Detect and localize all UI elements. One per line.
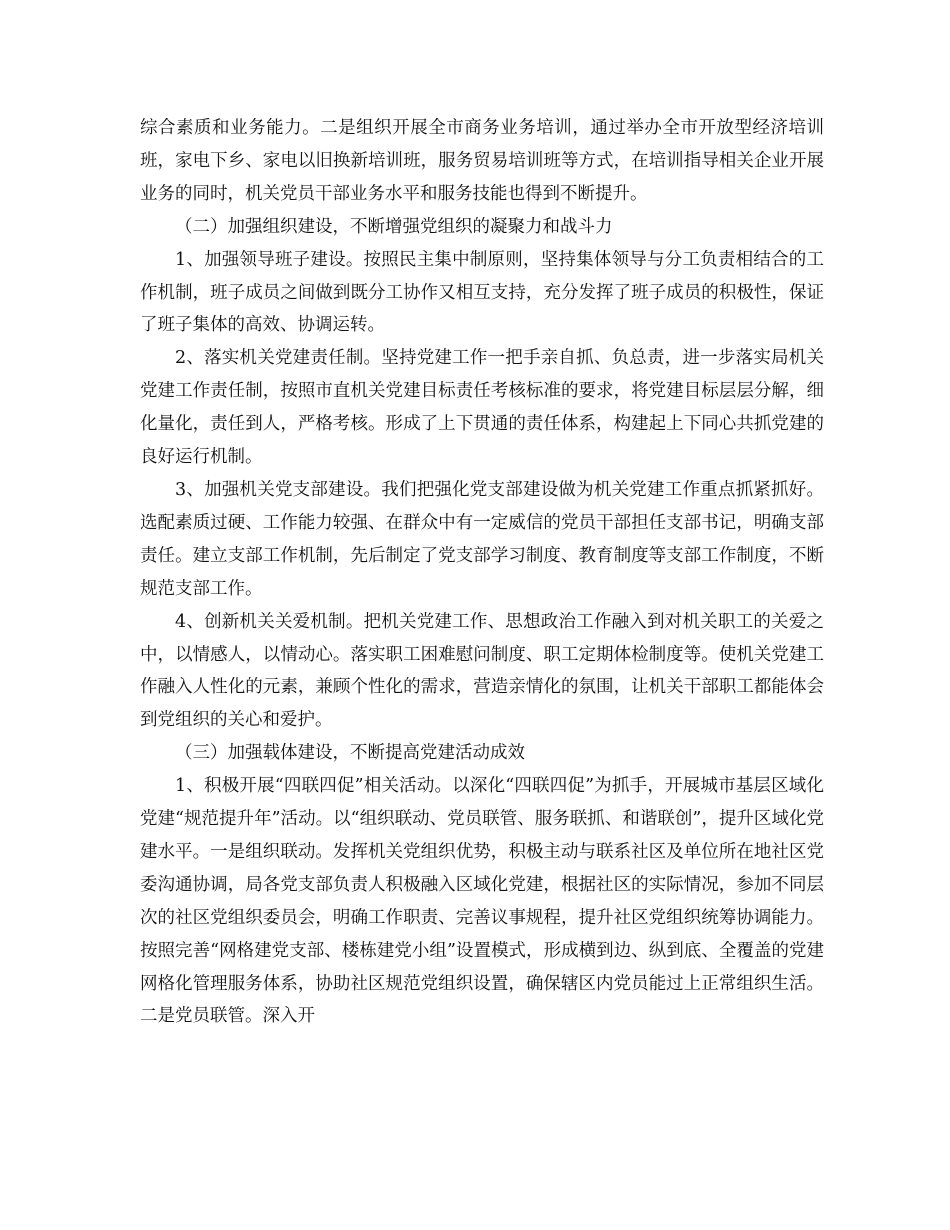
- section-heading: （三）加强载体建设，不断提高党建活动成效: [175, 743, 525, 764]
- document-page: [140, 112, 824, 1033]
- body-paragraph: 综合素质和业务能力。二是组织开展全市商务业务培训，通过举办全市开放型经济培训班，家电下乡、家电以旧换新培训班，服务贸易培训班等方式，在培训指导相关企业开展业务的同时，机关党员干部业务水平和服务技能也得到不断提升。: [140, 118, 824, 204]
- body-paragraph: 1、积极开展“四联四促”相关活动。以深化“四联四促”为抓手，开展城市基层区域化党建“规范提升年”活动。以“组织联动、党员联管、服务联抓、和谐联创”，提升区域化党建水平。一是组织联动。发挥机关党组织优势，积极主动与联系社区及单位所在地社区党委沟通协调，局各党支部负责人积极融入区域化党建，根据社区的实际情况，参加不同层次的社区党组织委员会，明确工作职责、完善议事规程，提升社区党组织统筹协调能力。按照完善“网格建党支部、楼栋建党小组”设置模式，形成横到边、纵到底、全覆盖的党建网格化管理服务体系，协助社区规范党组织设置，确保辖区内党员能过上正常组织生活。二是党员联管。深入开: [140, 776, 824, 1027]
- body-paragraph: 4、创新机关关爱机制。把机关党建工作、思想政治工作融入到对机关职工的关爱之中，以情感人，以情动心。落实职工困难慰问制度、职工定期体检制度等。使机关党建工作融入人性化的元素，兼顾个性化的需求，营造亲情化的氛围，让机关干部职工都能体会到党组织的关心和爱护。: [140, 611, 824, 731]
- body-paragraph: 2、落实机关党建责任制。坚持党建工作一把手亲自抓、负总责，进一步落实局机关党建工作责任制，按照市直机关党建目标责任考核标准的要求，将党建目标层层分解，细化量化，责任到人，严格考核。形成了上下贯通的责任体系，构建起上下同心共抓党建的良好运行机制。: [140, 348, 824, 468]
- section-heading: （二）加强组织建设，不断增强党组织的凝聚力和战斗力: [175, 216, 613, 237]
- body-paragraph: 1、加强领导班子建设。按照民主集中制原则，坚持集体领导与分工负责相结合的工作机制，班子成员之间做到既分工协作又相互支持，充分发挥了班子成员的积极性，保证了班子集体的高效、协调运转。: [140, 249, 824, 336]
- body-paragraph: 3、加强机关党支部建设。我们把强化党支部建设做为机关党建工作重点抓紧抓好。选配素质过硬、工作能力较强、在群众中有一定威信的党员干部担任支部书记，明确支部责任。建立支部工作机制，先后制定了党支部学习制度、教育制度等支部工作制度，不断规范支部工作。: [140, 479, 824, 599]
